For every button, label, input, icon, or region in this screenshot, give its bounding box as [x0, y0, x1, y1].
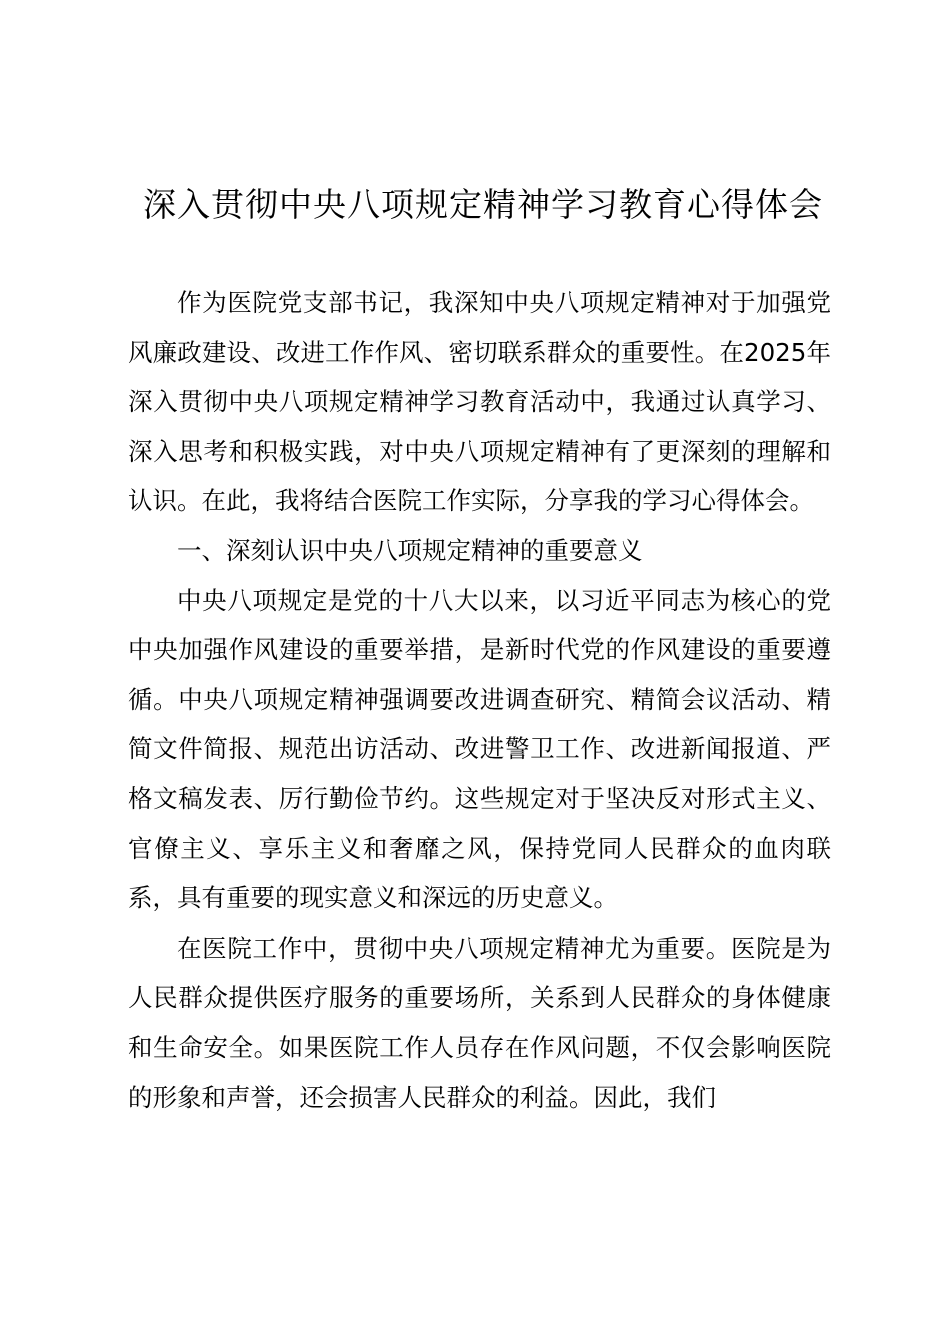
- paragraph-significance: 中央八项规定是党的十八大以来，以习近平同志为核心的党中央加强作风建设的重要举措，是新时代党的作风建设的重要遵循。中央八项规定精神强调要改进调查研究、精简会议活动、精简文件简报、规范出访活动、改进警卫工作、改进新闻报道、严格文稿发表、厉行勤俭节约。这些规定对于坚决反对形式主义、官僚主义、享乐主义和奢靡之风，保持党同人民群众的血肉联系，具有重要的现实意义和深远的历史意义。: [128, 585, 831, 913]
- paragraph-hospital-work: 在医院工作中，贯彻中央八项规定精神尤为重要。医院是为人民群众提供医疗服务的重要场所，关系到人民群众的身体健康和生命安全。如果医院工作人员存在作风问题，不仅会影响医院的形象和声誉，还会损害人民群众的利益。因此，我们: [128, 933, 831, 1112]
- paragraph-intro: 作为医院党支部书记，我深知中央八项规定精神对于加强党风廉政建设、改进工作作风、密切联系群众的重要性。在2025年深入贯彻中央八项规定精神学习教育活动中，我通过认真学习、深入思考和积极实践，对中央八项规定精神有了更深刻的理解和认识。在此，我将结合医院工作实际，分享我的学习心得体会。: [128, 288, 831, 516]
- document-title: 深入贯彻中央八项规定精神学习教育心得体会: [143, 185, 823, 224]
- section-heading-1: 一、深刻认识中央八项规定精神的重要意义: [177, 535, 643, 565]
- document-body: [128, 278, 831, 1122]
